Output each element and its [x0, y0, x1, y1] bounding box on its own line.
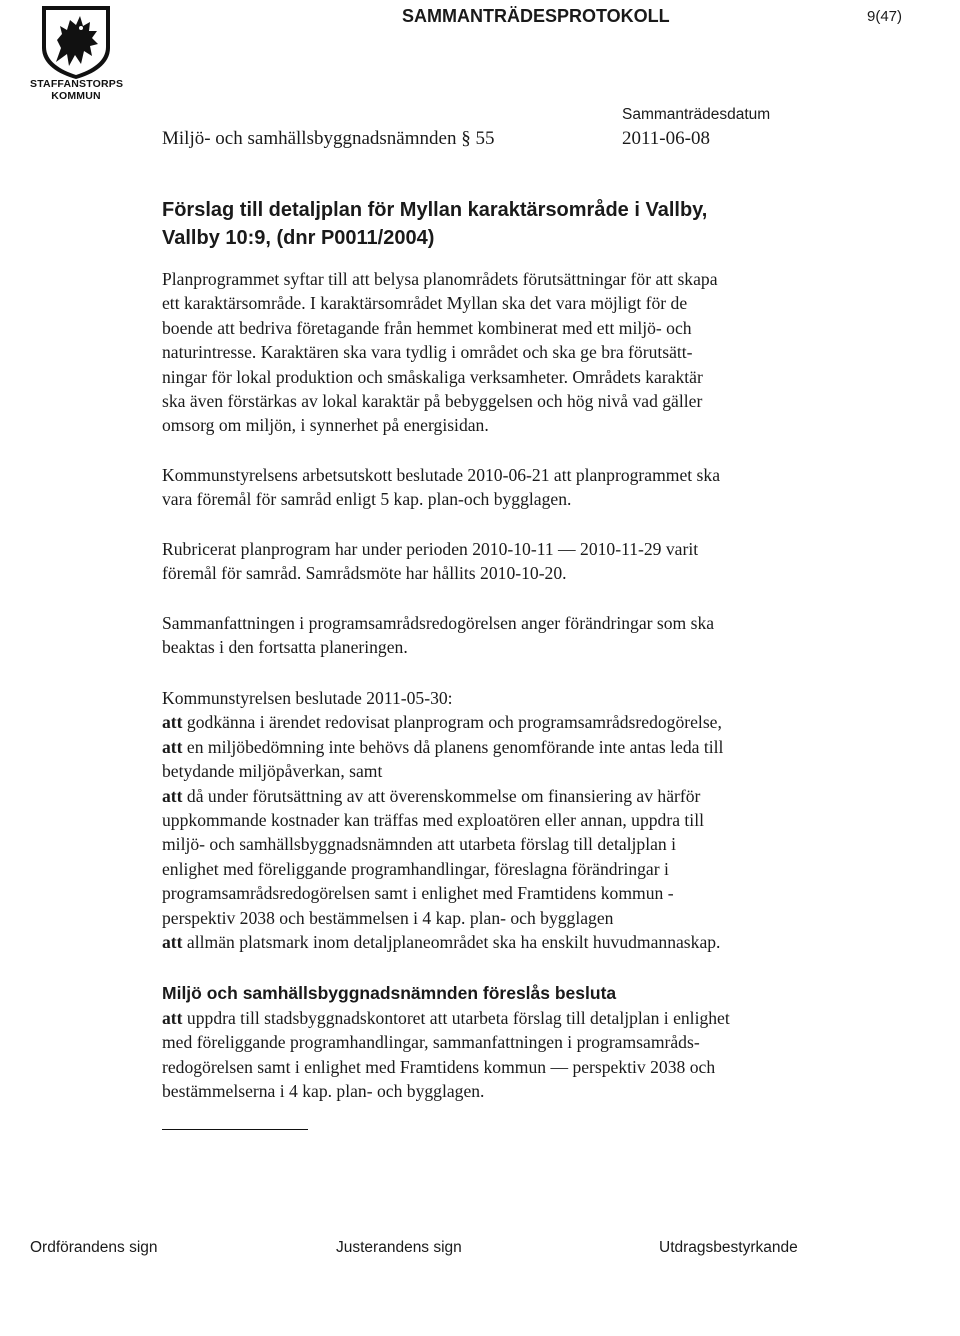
paragraph-committee-decision	[162, 463, 862, 512]
paragraph-consultation	[162, 537, 862, 586]
text-line: boende att bedriva företagande från hemmet kombinerat med ett miljö- och	[162, 317, 692, 338]
committee-paragraph: Miljö- och samhällsbyggnadsnämnden § 55	[162, 128, 495, 149]
paragraph-proposal	[162, 1006, 862, 1104]
coat-of-arms-icon	[34, 4, 118, 80]
decision-text: godkänna i ärendet redovisat planprogram och programsamrådsredogörelse,	[186, 712, 722, 733]
end-divider	[162, 1129, 308, 1130]
logo-text-line2: KOMMUN	[51, 90, 101, 102]
item-heading-line: Förslag till detaljplan för Myllan karaktärsområde i Vallby,	[162, 199, 708, 221]
text-line: ska även förstärkas av lokal karaktär på bebyggelsen och hög nivå vad gäller	[162, 391, 703, 412]
text-line: Sammanfattningen i programsamrådsredogörelsen anger förändringar som ska	[162, 613, 715, 633]
decision-line: uppkommande kostnader kan träffas med exploatören eller annan, uppdra till	[162, 810, 704, 831]
meeting-date-label: Sammanträdesdatum	[622, 106, 771, 123]
proposal-line: redogörelsen samt i enlighet med Framtidens kommun — perspektiv 2038 och	[162, 1056, 716, 1077]
item-heading-line: Vallby 10:9, (dnr P0011/2004)	[162, 227, 435, 249]
proposal-heading: Miljö och samhällsbyggnadsnämnden föreslås besluta	[162, 983, 617, 1003]
decision-text: allmän platsmark inom detaljplaneområdet ska ha enskilt huvudmannaskap.	[186, 932, 721, 953]
proposal-line: med föreliggande programhandlingar, sammanfattningen i programsamråds-	[162, 1032, 700, 1053]
text-line: Planprogrammet syftar till att belysa planområdets förutsättningar för att skapa	[162, 269, 718, 289]
att-keyword: att	[162, 785, 183, 806]
paragraph-summary	[162, 611, 862, 660]
chair-sign-label: Ordförandens sign	[30, 1239, 158, 1256]
paragraph-purpose	[162, 267, 862, 438]
decision-line: programsamrådsredogörelsen samt i enlighet med Framtidens kommun -	[162, 883, 674, 904]
att-keyword: att	[162, 712, 183, 733]
item-heading	[162, 196, 862, 252]
text-line: ningar för lokal produktion och småskaliga verksamheter. Områdets karaktär	[162, 366, 703, 387]
proposal-line	[162, 1006, 862, 1030]
decision-line	[162, 784, 862, 808]
decision-text: då under förutsättning av att överenskommelse om finansiering av härför	[186, 785, 701, 806]
text-line: Kommunstyrelsens arbetsutskott beslutade 2010-06-21 att planprogrammet ska	[162, 465, 721, 485]
extract-cert-label: Utdragsbestyrkande	[659, 1239, 798, 1256]
att-keyword: att	[162, 736, 183, 757]
decision-line: enlighet med föreliggande programhandlingar, föreslagna förändringar i	[162, 858, 669, 879]
decision-intro: Kommunstyrelsen beslutade 2011-05-30:	[162, 688, 453, 708]
text-line: naturintresse. Karaktären ska vara tydlig i området och ska ge bra förutsätt-	[162, 342, 693, 363]
att-keyword: att	[162, 1008, 183, 1028]
page-number: 9(47)	[867, 8, 903, 25]
adjuster-sign-label: Justerandens sign	[336, 1239, 462, 1256]
meeting-date: 2011-06-08	[622, 128, 710, 149]
proposal-text: uppdra till stadsbyggnadskontoret att utarbeta förslag till detaljplan i enlighet	[186, 1008, 730, 1028]
text-line: vara föremål för samråd enligt 5 kap. plan-och bygglagen.	[162, 489, 572, 510]
decision-line: perspektiv 2038 och bestämmelsen i 4 kap. plan- och bygglagen	[162, 907, 614, 928]
proposal-line: bestämmelserna i 4 kap. plan- och bygglagen.	[162, 1081, 485, 1102]
text-line: omsorg om miljön, i synnerhet på energisidan.	[162, 415, 489, 436]
decision-line: betydande miljöpåverkan, samt	[162, 761, 383, 782]
att-keyword: att	[162, 932, 183, 953]
text-line: Rubricerat planprogram har under perioden 2010-10-11 — 2010-11-29 varit	[162, 539, 699, 559]
text-line: beaktas i den fortsatta planeringen.	[162, 637, 408, 658]
logo-wordmark	[30, 78, 122, 102]
decision-text: en miljöbedömning inte behövs då planens genomförande inte antas leda till	[186, 736, 724, 757]
document-title: SAMMANTRÄDESPROTOKOLL	[402, 6, 670, 26]
decision-line	[162, 930, 862, 954]
decision-line	[162, 735, 862, 759]
logo-text-line1: STAFFANSTORPS	[30, 78, 124, 90]
text-line: föremål för samråd. Samrådsmöte har hållits 2010-10-20.	[162, 563, 567, 584]
decision-line: miljö- och samhällsbyggnadsnämnden att utarbeta förslag till detaljplan i	[162, 834, 676, 855]
decision-line	[162, 710, 862, 734]
paragraph-board-decision	[162, 686, 862, 954]
text-line: ett karaktärsområde. I karaktärsområdet Myllan ska det vara möjligt för de	[162, 293, 688, 314]
